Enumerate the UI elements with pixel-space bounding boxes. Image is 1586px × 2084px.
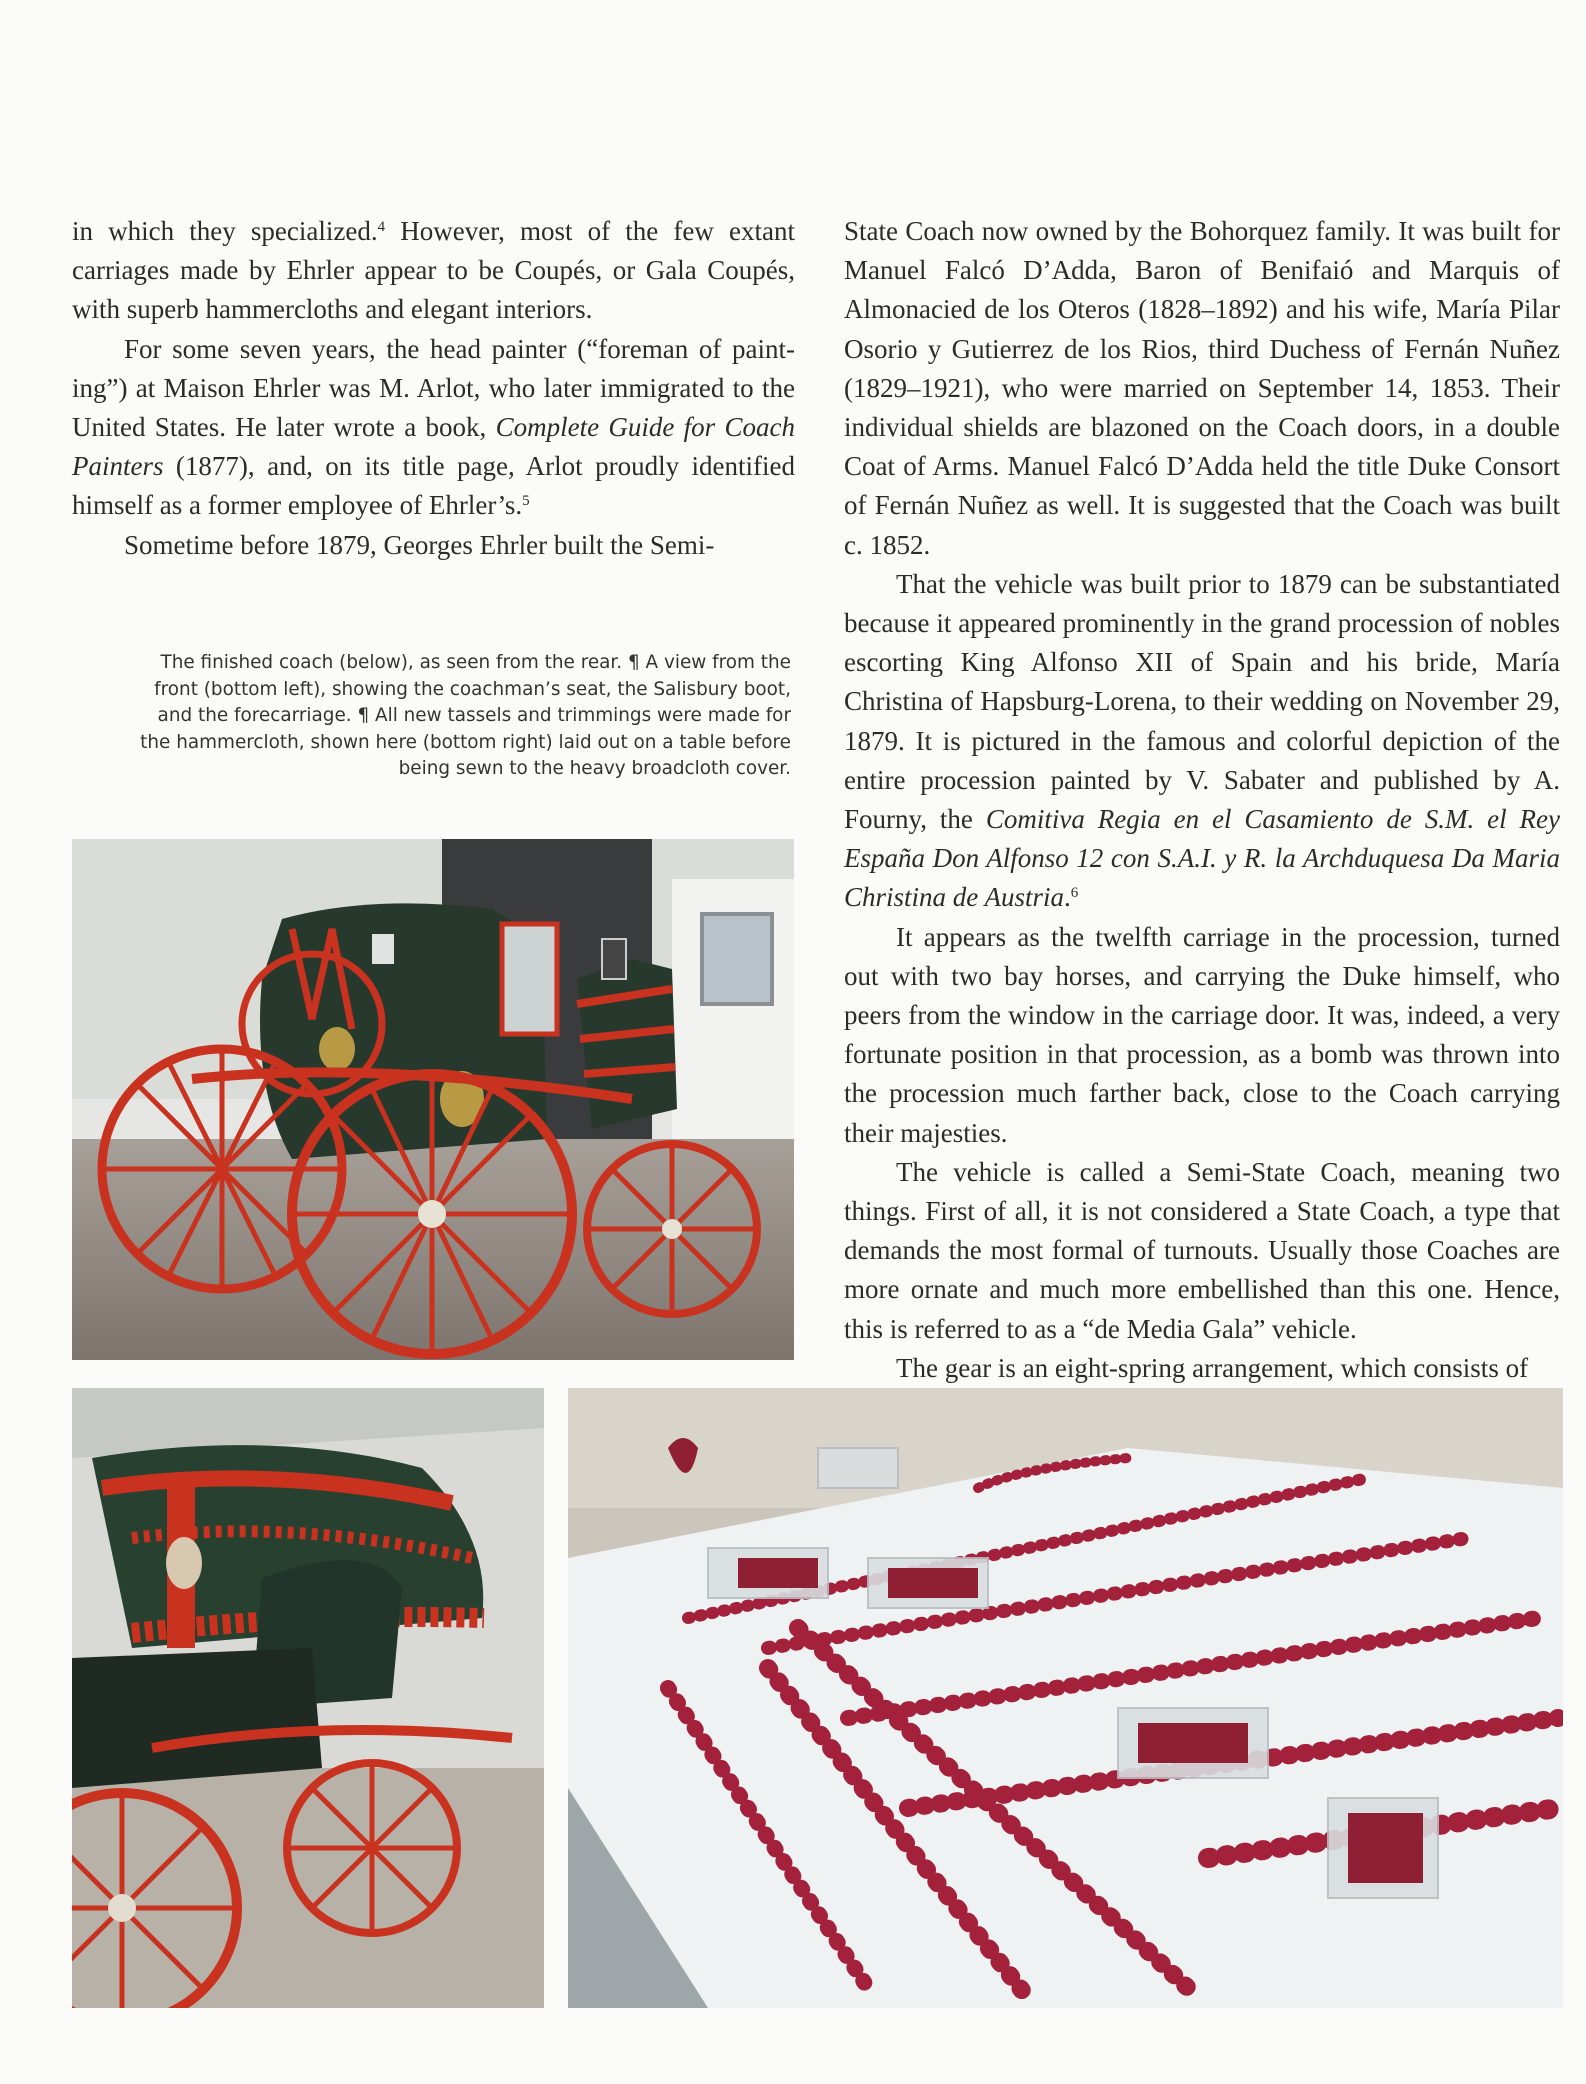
painting-title: Comitiva Regia en el Casamiento de S.M. el Rey España Don Alfonso 12 con S.A.I. y R. la Archduquesa Da Maria Christina de Austria [844, 804, 1560, 913]
paragraph: The vehicle is called a Semi-State Coach, meaning two things. First of all, it is not considered a State Coach, a type that demands the most formal of turnouts. Usually those Coaches are more ornate and much more embellished than this one. Hence, this is referred to as a “de Media Gala” vehicle. [844, 1156, 1560, 1344]
paragraph: State Coach now owned by the Bohorquez family. It was built for Manuel Falcó D’Adda, Baron of Benifaió and Marquis of Almonacied de los Oteros (1828–1892) and his wife, María Pilar Osorio y Gutierrez de los Rios, third Duchess of Fernán Nuñez (1829–1921), who were married on September 14, 1853. Their individual shields are blazoned on the Coach doors, in a double Coat of Arms. Manuel Falcó D’Adda held the title Duke Consort of Fernán Nuñez as well. It is suggested that the Coach was built c. 1852. [844, 216, 1560, 560]
paragraph: Sometime before 1879, Georges Ehrler built the Semi- [124, 529, 715, 560]
tassels-table-photo [568, 1388, 1563, 2008]
carriage-front-photo [72, 1388, 544, 2008]
left-column [72, 212, 795, 565]
book-title: Complete Guide for Coach Painters [72, 412, 795, 482]
right-column [844, 212, 1560, 1388]
paragraph: The gear is an eight-spring arrangement, which consists of [896, 1352, 1529, 1383]
paragraph: It appears as the twelfth carriage in the procession, turned out with two bay horses, and carrying the Duke himself, who peers from the window in the carriage door. It was, indeed, a very fortunate position in that procession, as a bomb was thrown into the procession much farther back, close to the Coach carrying their majesties. [844, 921, 1560, 1148]
photo-caption: The finished coach (below), as seen from the rear. ¶ A view from the front (bottom left), showing the coachman’s seat, the Salisbury boot, and the forecarriage. ¶ All new tassels and trimmings were made for the hammercloth, shown here (bottom right) laid out on a table before being sewn to the heavy broadcloth cover. [140, 652, 791, 779]
paragraph: That the vehicle was built prior to 1879 can be substantiated because it appeared prominently in the grand procession of nobles escorting King Alfonso XII of Spain and his bride, María Christina of Hapsburg-Lorena, to their wedding on November 29, 1879. It is pictured in the famous and colorful depiction of the entire procession painted by V. Sabater and published by A. Fourny, the Comitiva Regia en el Casamiento de S.M. el Rey España Don Alfonso 12 con S.A.I. y R. la Archduquesa Da Maria Christina de Austria.$^6$ [844, 568, 1560, 913]
paragraph: in which they specialized.$^4$ However, most of the few extant carriages made by Ehrler appear to be Coupés, or Gala Coupés, with superb hammercloths and elegant interiors. [72, 216, 796, 325]
footnote-ref[interactable]: 4 [377, 219, 386, 235]
paragraph: For some seven years, the head painter (“foreman of painting”) at Maison Ehrler was M. Arlot, who later immigrated to the United States. He later wrote a book, Complete Guide for Coach Painters (1877), and, on its title page, Arlot proudly identified himself as a former employee of Ehrler’s.$^5$ [72, 333, 795, 521]
footnote-ref[interactable]: 6 [1070, 885, 1079, 902]
footnote-ref[interactable]: 5 [522, 493, 530, 510]
carriage-rear-photo [72, 839, 794, 1360]
